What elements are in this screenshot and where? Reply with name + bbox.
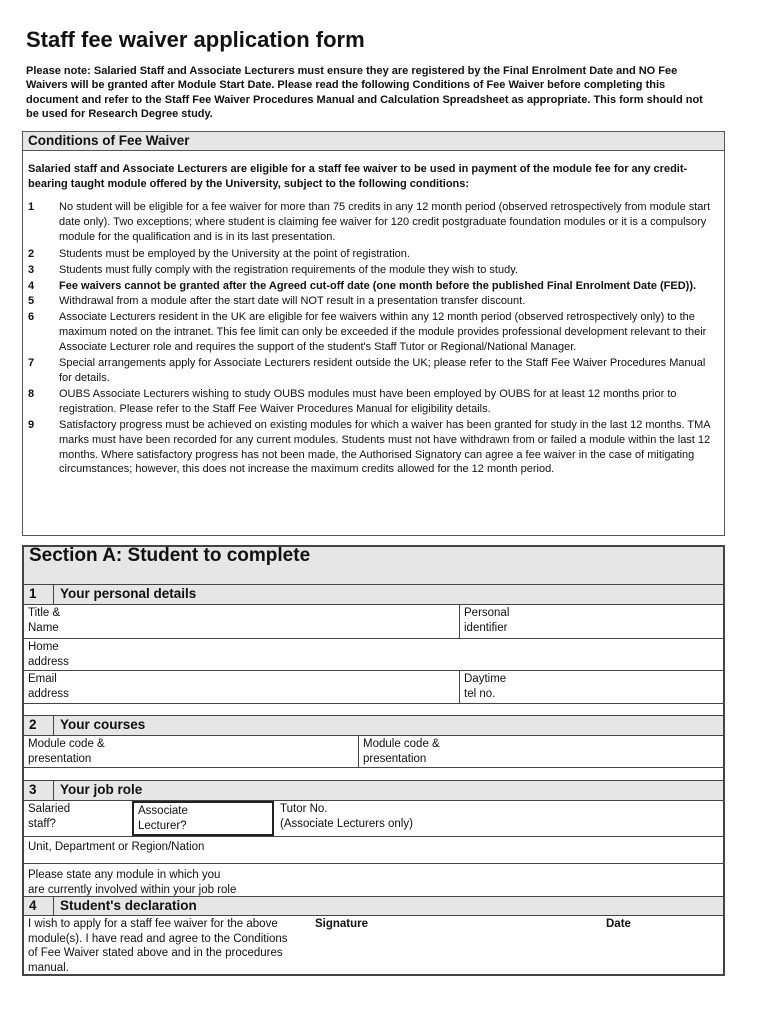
condition-item xyxy=(28,294,719,309)
subsection-number: 1 xyxy=(24,585,54,604)
condition-text: OUBS Associate Lecturers wishing to study OUBS modules must have been employed by OUBS for at least 12 months prior to registration. Please refer to the Staff Fee Waiver Procedures Manual for eligibility details. xyxy=(59,387,677,415)
conditions-intro: Salaried staff and Associate Lecturers are eligible for a staff fee waiver to be used in payment of the module fee for any credit-bearing taught module offered by the University, subject to the following conditions: xyxy=(28,163,688,190)
tutor-no-field[interactable]: Tutor No. (Associate Lecturers only) xyxy=(280,803,413,830)
condition-number: 7 xyxy=(28,357,35,370)
row-unit xyxy=(24,837,723,864)
condition-text: Special arrangements apply for Associate Lecturers resident outside the UK; please refer to the Staff Fee Waiver Procedures Manual for details. xyxy=(59,357,706,384)
row-home xyxy=(24,639,723,671)
section-a-title: Section A: Student to complete xyxy=(24,547,723,585)
condition-number: 4 xyxy=(28,279,35,292)
row-declaration xyxy=(24,916,723,974)
conditions-heading: Conditions of Fee Waiver xyxy=(23,132,724,151)
row-email xyxy=(24,671,723,704)
condition-number: 3 xyxy=(28,263,35,276)
section-a xyxy=(22,545,725,976)
salaried-staff-field[interactable]: Salaried staff? xyxy=(28,803,71,830)
module-role-field[interactable]: Please state any module in which you are currently involved within your job role xyxy=(28,869,237,896)
module-code-field-2[interactable]: Module code & presentation xyxy=(358,736,723,767)
condition-item xyxy=(28,263,719,278)
subsection-2-header xyxy=(24,716,723,736)
subsection-4-header xyxy=(24,897,723,916)
subsection-title: Your job role xyxy=(60,782,143,797)
condition-item xyxy=(28,356,719,386)
row-modules xyxy=(24,736,723,768)
condition-text: Satisfactory progress must be achieved on existing modules for which a waiver has been granted for study in the last 12 months. TMA marks must have been recorded for any current modules. Students must not have withdrawn from or failed a module within the last 12 months. Where satisfactory progress has not been made, the Authorised Signatory can agree a fee waiver in the case of mitigating circumstances; however, this does not increase the maximum credits allowed for the 12 month period. xyxy=(59,418,711,476)
note: Please note: Salaried Staff and Associate Lecturers must ensure they are registered by the Final Enrolment Date and NO Fee Waivers will be granted after Module Start Date. Please read the following Conditions of Fee Waiver before completing this document and refer to the Staff Fee Waiver Procedures Manual and Calculation Spreadsheet as appropriate. This form should not be used for Research Degree study. xyxy=(26,65,703,120)
subsection-1-header xyxy=(24,585,723,605)
subsection-number: 4 xyxy=(24,897,54,915)
condition-number: 2 xyxy=(28,247,35,260)
conditions-box xyxy=(22,131,725,536)
row-name xyxy=(24,605,723,639)
conditions-list xyxy=(23,191,724,477)
condition-number: 5 xyxy=(28,295,35,308)
unit-department-field[interactable]: Unit, Department or Region/Nation xyxy=(28,841,205,853)
date-field[interactable]: Date xyxy=(606,918,631,930)
condition-item xyxy=(28,247,719,262)
condition-item xyxy=(28,200,719,245)
title-name-field[interactable]: Title & Name xyxy=(28,607,61,634)
row-module-role xyxy=(24,864,723,897)
declaration-text: I wish to apply for a staff fee waiver for the above module(s). I have read and agree to the Conditions of Fee Waiver stated above and in the procedures manual. xyxy=(28,918,288,974)
condition-number: 9 xyxy=(28,418,35,431)
condition-item xyxy=(28,310,719,355)
condition-item xyxy=(28,279,719,294)
condition-item xyxy=(28,387,719,417)
module-code-field-1[interactable]: Module code & presentation xyxy=(28,738,105,765)
condition-text: No student will be eligible for a fee waiver for more than 75 credits in any 12 month period (observed retrospectively from module start date only). Two exceptions; where student is claiming fee waiver for 120 credit postgraduate foundation modules or it is a compulsory module for the qualification and is in its last presentation. xyxy=(59,201,711,243)
condition-text: Associate Lecturers resident in the UK are eligible for fee waivers within any 12 month period (observed retrospectively only) to the maximum noted on the intranet. This fee limit can only be exceeded if the module provides professional development relevant to their Associate Lecturer role and requires the support of the student's Staff Tutor or Regional/National Manager. xyxy=(59,311,707,354)
associate-lecturer-field[interactable]: Associate Lecturer? xyxy=(132,801,274,836)
subsection-title: Your courses xyxy=(60,717,146,732)
condition-text: Students must fully comply with the registration requirements of the module they wish to study. xyxy=(59,263,518,276)
subsection-title: Your personal details xyxy=(60,586,197,601)
subsection-number: 2 xyxy=(24,716,54,735)
condition-item xyxy=(28,418,719,478)
page-title: Staff fee waiver application form xyxy=(26,27,365,52)
spacer xyxy=(24,704,723,716)
condition-number: 1 xyxy=(28,201,35,213)
personal-identifier-field[interactable]: Personal identifier xyxy=(459,605,723,638)
condition-text: Students must be employed by the University at the point of registration. xyxy=(59,247,410,260)
subsection-3-header xyxy=(24,781,723,801)
signature-field[interactable]: Signature xyxy=(315,918,369,930)
subsection-number: 3 xyxy=(24,781,54,800)
spacer xyxy=(24,768,723,781)
home-address-field[interactable]: Home address xyxy=(28,641,69,668)
daytime-tel-field[interactable]: Daytime tel no. xyxy=(459,671,723,703)
subsection-title: Student's declaration xyxy=(60,898,197,913)
condition-text: Fee waivers cannot be granted after the Agreed cut-off date (one month before the published Final Enrolment Date (FED)). xyxy=(59,279,697,292)
row-job xyxy=(24,801,723,837)
email-address-field[interactable]: Email address xyxy=(28,673,69,700)
condition-number: 6 xyxy=(28,311,35,324)
condition-text: Withdrawal from a module after the start date will NOT result in a presentation transfer discount. xyxy=(59,295,526,308)
condition-number: 8 xyxy=(28,387,35,400)
